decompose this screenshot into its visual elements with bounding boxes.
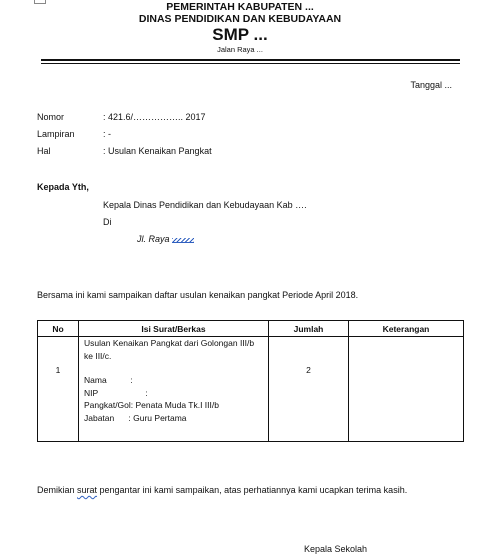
salutation: Kepada Yth, bbox=[37, 182, 89, 192]
closing-word-surat: surat bbox=[77, 485, 98, 495]
recipient-name: Kepala Dinas Pendidikan dan Kebudayaan Kab …. bbox=[103, 200, 307, 210]
closing-paragraph: Demikian surat pengantar ini kami sampaikan, atas perhatiannya kami ucapkan terima kasih. bbox=[37, 485, 408, 495]
letter-date: Tanggal ... bbox=[410, 80, 452, 90]
hal-label: Hal bbox=[37, 146, 51, 156]
header-address: Jalan Raya ... bbox=[217, 45, 263, 54]
table-header-row bbox=[38, 321, 464, 337]
signature-title: Kepala Sekolah bbox=[304, 544, 368, 554]
recipient-street: Jl. Raya bbox=[137, 234, 194, 244]
isi-nama: Nama : bbox=[84, 375, 133, 385]
col-header-keterangan: Keterangan bbox=[349, 321, 464, 337]
intro-paragraph: Bersama ini kami sampaikan daftar usulan kenaikan pangkat Periode April 2018. bbox=[37, 290, 359, 300]
header-rule-thick bbox=[41, 59, 460, 61]
header-school-name: SMP ... bbox=[212, 25, 268, 44]
header-department: DINAS PENDIDIKAN DAN KEBUDAYAAN bbox=[138, 13, 342, 25]
cell-jumlah: 2 bbox=[269, 337, 349, 442]
hal-value: : Usulan Kenaikan Pangkat bbox=[103, 146, 212, 156]
isi-line-2: ke III/c. bbox=[84, 350, 112, 361]
nomor-label: Nomor bbox=[37, 112, 65, 122]
spellcheck-squiggle bbox=[172, 238, 194, 243]
letter-table bbox=[37, 320, 464, 442]
header-government: PEMERINTAH KABUPATEN ... bbox=[166, 1, 314, 13]
table-row bbox=[38, 337, 464, 442]
cell-no: 1 bbox=[38, 337, 79, 442]
isi-jabatan: Jabatan : Guru Pertama bbox=[84, 412, 187, 423]
isi-line-1: Usulan Kenaikan Pangkat dari Golongan III/b bbox=[84, 338, 255, 348]
cell-keterangan bbox=[349, 337, 464, 442]
nomor-value: : 421.6/…………….. 2017 bbox=[103, 112, 206, 122]
header-rule-thin bbox=[41, 63, 460, 64]
recipient-di: Di bbox=[103, 217, 112, 227]
lampiran-label: Lampiran bbox=[37, 129, 75, 139]
col-header-jumlah: Jumlah bbox=[269, 321, 349, 337]
lampiran-value: : - bbox=[103, 129, 111, 139]
col-header-no: No bbox=[38, 321, 79, 337]
col-header-isi: Isi Surat/Berkas bbox=[79, 321, 269, 337]
isi-nip: NIP : bbox=[84, 387, 148, 398]
isi-pangkat: Pangkat/Gol: Penata Muda Tk.I III/b bbox=[84, 400, 219, 410]
cell-isi bbox=[79, 337, 269, 442]
